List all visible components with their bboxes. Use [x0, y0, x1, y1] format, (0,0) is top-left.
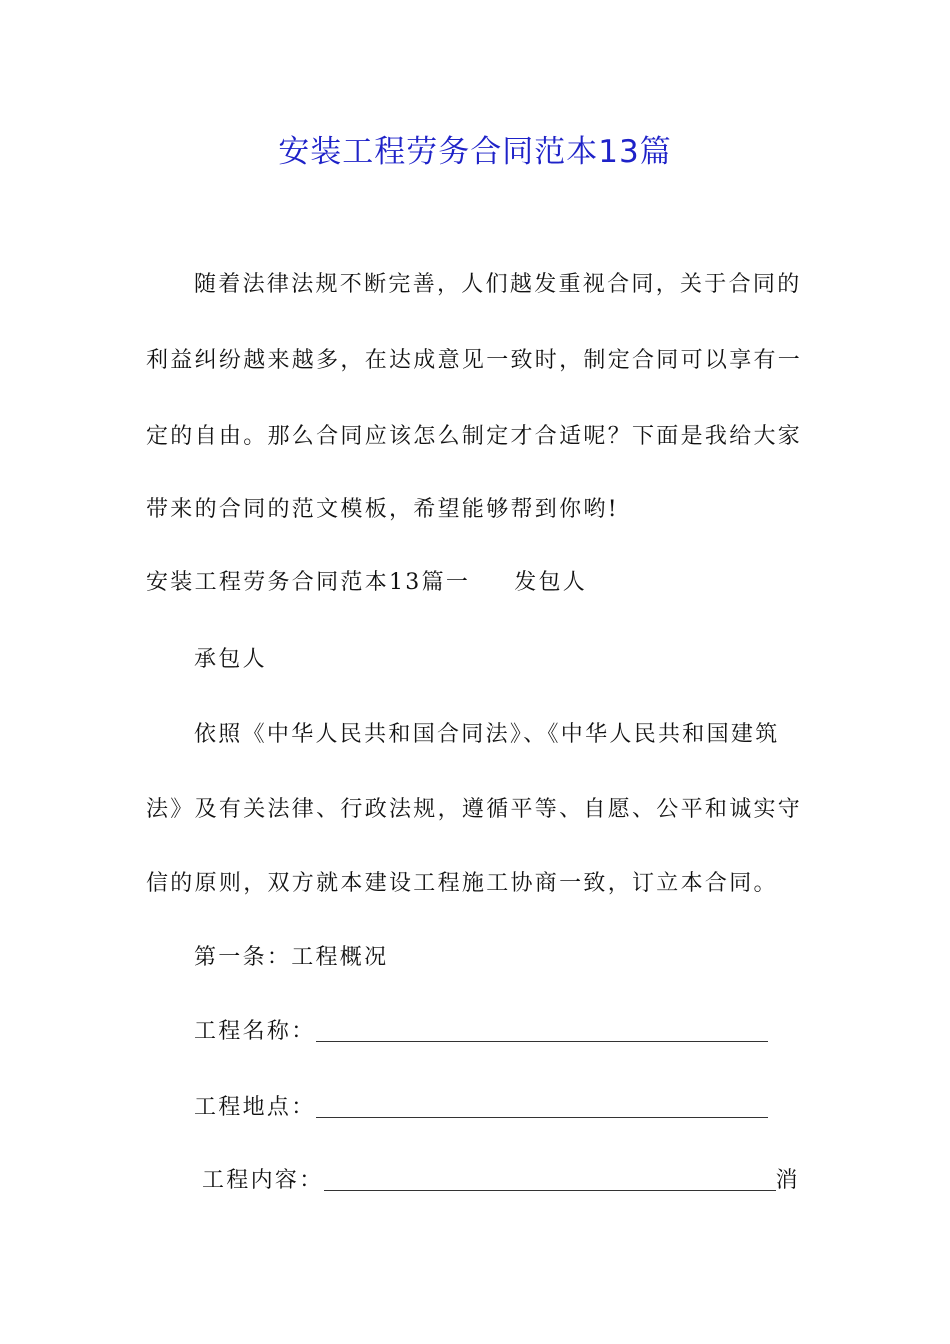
section-heading-row	[146, 568, 587, 598]
project-name-label: 工程名称：	[194, 1019, 316, 1044]
basis-line-1: 依照《中华人民共和国合同法》、《中华人民共和国建筑	[194, 722, 780, 747]
intro-line-4: 带来的合同的范文模板，希望能够帮到你哟!	[146, 497, 619, 522]
party-b-label: 承包人	[194, 647, 267, 672]
project-content-blank[interactable]	[324, 1168, 776, 1191]
article-1-heading: 第一条：工程概况	[194, 945, 389, 970]
intro-line-3: 定的自由。那么合同应该怎么制定才合适呢？下面是我给大家	[146, 424, 803, 449]
party-a-label: 发包人	[514, 570, 588, 595]
project-location-row	[194, 1093, 768, 1123]
project-content-label: 工程内容：	[202, 1168, 324, 1193]
project-location-blank[interactable]	[316, 1095, 768, 1118]
project-name-row	[194, 1017, 768, 1047]
section-heading: 安装工程劳务合同范本13篇一	[146, 570, 471, 595]
project-content-row	[202, 1166, 800, 1196]
project-location-label: 工程地点：	[194, 1095, 316, 1120]
project-name-blank[interactable]	[316, 1019, 768, 1042]
intro-line-1: 随着法律法规不断完善，人们越发重视合同，关于合同的	[194, 272, 802, 297]
project-content-tail: 消	[775, 1168, 800, 1193]
basis-line-3: 信的原则，双方就本建设工程施工协商一致，订立本合同。	[146, 871, 778, 896]
intro-line-2: 利益纠纷越来越多，在达成意见一致时，制定合同可以享有一	[146, 348, 803, 373]
basis-line-2: 法》及有关法律、行政法规，遵循平等、自愿、公平和诚实守	[146, 797, 803, 822]
document-title: 安装工程劳务合同范本13篇	[278, 134, 672, 170]
